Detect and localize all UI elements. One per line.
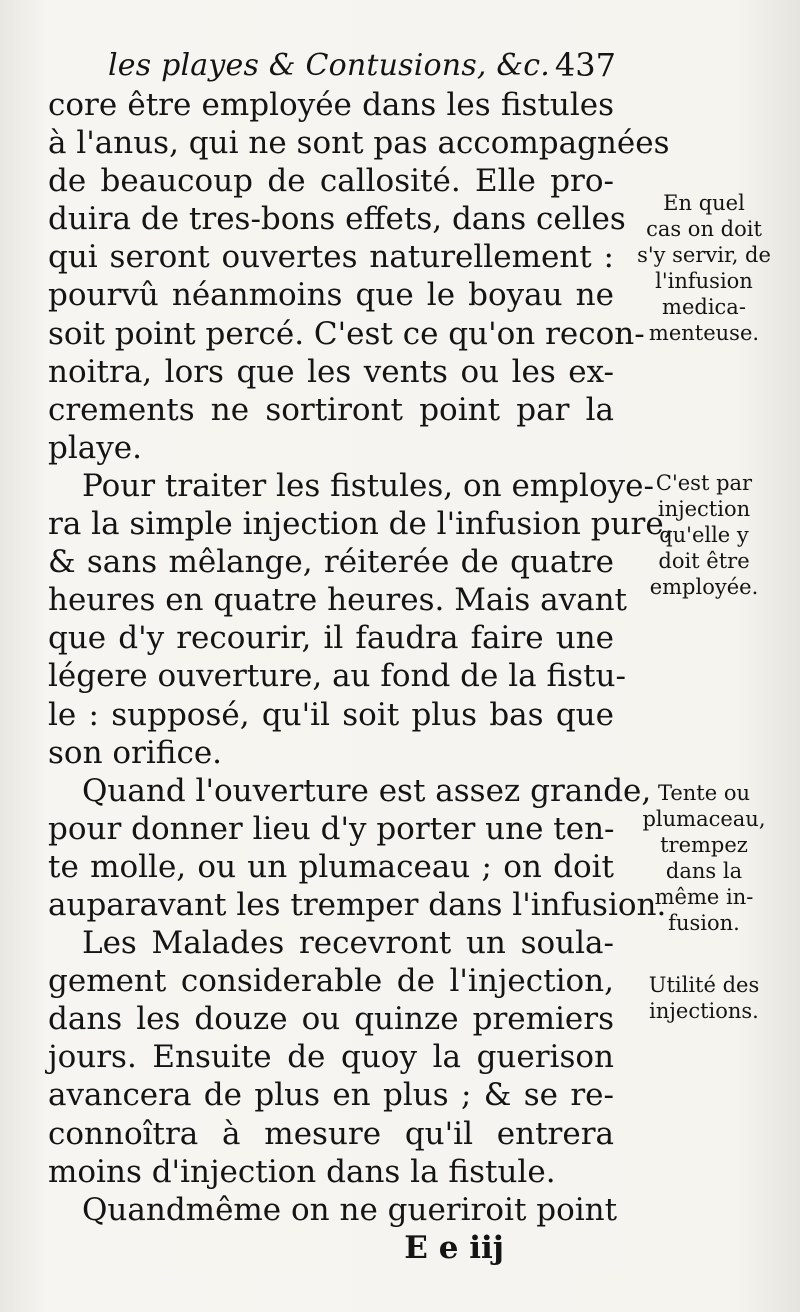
text-line: Quand l'ouverture est assez grande, — [82, 772, 652, 809]
text-line: que d'y recourir, il faudra faire une — [48, 620, 614, 657]
margin-note-line: injections. — [649, 999, 759, 1023]
text-line: son orifice. — [48, 734, 223, 771]
margin-note — [616, 972, 792, 1024]
margin-note-line: même in- — [654, 885, 754, 909]
text-line: dans les douze ou quinze premiers — [48, 1001, 614, 1038]
text-line: Pour traiter les fistules, on employe- — [82, 467, 654, 504]
text-line: légere ouverture, au fond de la fistu- — [48, 658, 626, 695]
margin-note-line: Tente ou — [657, 781, 751, 805]
text-line: connoîtra à mesure qu'il entrera — [48, 1115, 614, 1152]
text-line: heures en quatre heures. Mais avant — [48, 582, 627, 619]
text-line: jours. Ensuite de quoy la guerison — [48, 1039, 614, 1076]
text-line: core être employée dans les fistules — [48, 87, 614, 123]
text-line: & sans mêlange, réiterée de quatre — [48, 544, 614, 581]
text-line: ra la simple injection de l'infusion pure, — [48, 506, 674, 543]
margin-note-line: doit être — [658, 549, 750, 573]
margin-note-line: fusion. — [668, 911, 740, 935]
margin-note-line: plumaceau, — [642, 807, 766, 831]
margin-note — [616, 190, 792, 346]
text-line: qui seront ouvertes naturellement : — [48, 239, 614, 276]
text-line: noitra, lors que les vents ou les ex- — [48, 353, 614, 390]
margin-note-line: Utilité des — [648, 973, 760, 997]
margin-note-line: s'y servir, de — [637, 243, 771, 267]
margin-note-line: employée. — [649, 575, 759, 599]
margin-note-line: menteuse. — [648, 321, 760, 345]
margin-note — [616, 470, 792, 600]
margin-note-line: C'est par — [655, 471, 753, 495]
text-line: Quandmême on ne gueriroit point — [82, 1191, 618, 1228]
margin-note-line: trempez — [660, 833, 748, 857]
margin-note-line: l'infusion — [655, 269, 753, 293]
text-line: auparavant les tremper dans l'infusion. — [48, 886, 667, 923]
text-line: te molle, ou un plumaceau ; on doit — [48, 848, 614, 885]
text-line: le : supposé, qu'il soit plus bas que — [48, 696, 614, 733]
text-line: gement considerable de l'injection, — [48, 963, 614, 1000]
text-line: soit point percé. C'est ce qu'on recon- — [48, 315, 645, 352]
main-text — [48, 86, 674, 1267]
margin-note — [616, 780, 792, 936]
margin-note-line: cas on doit — [646, 217, 762, 241]
margin-note-line: injection — [657, 497, 751, 521]
text-line: de beaucoup de callosité. Elle pro- — [48, 163, 614, 200]
text-line: pour donner lieu d'y porter une ten- — [48, 810, 615, 847]
running-head-title: les playes & Contusions, &c. — [108, 48, 551, 83]
text-line: pourvû néanmoins que le boyau ne — [48, 277, 614, 314]
text-line: crements ne sortiront point par la — [48, 391, 614, 428]
text-line: à l'anus, qui ne sont pas accompagnées — [48, 125, 670, 162]
page-number: 437 — [554, 46, 616, 84]
running-head — [108, 44, 616, 92]
signature-mark: E e iij — [404, 1229, 504, 1266]
text-line: Les Malades recevront un soula- — [82, 925, 614, 962]
text-line: avancera de plus en plus ; & se re- — [48, 1077, 614, 1114]
margin-note-line: En quel — [663, 191, 745, 215]
margin-note-line: qu'elle y — [659, 523, 749, 547]
margin-note-line: medica- — [662, 295, 746, 319]
text-line: playe. — [48, 429, 142, 466]
margin-note-line: dans la — [665, 859, 743, 883]
text-line: duira de tres-bons effets, dans celles — [48, 201, 626, 238]
text-line: moins d'injection dans la fistule. — [48, 1153, 556, 1190]
